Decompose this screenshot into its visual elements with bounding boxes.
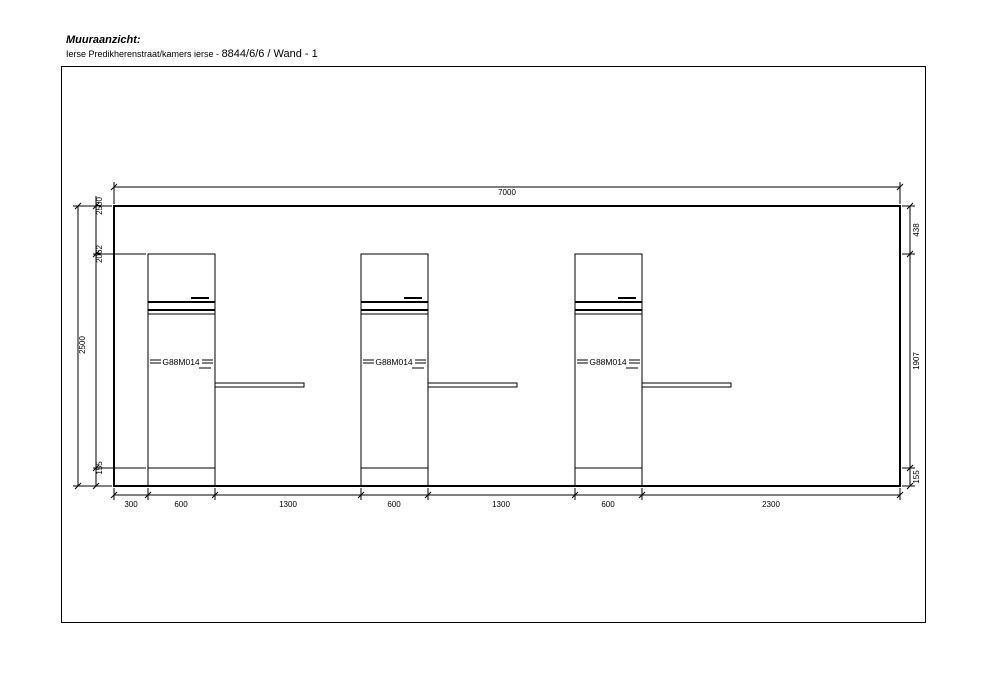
cabinet-label-1: G88M014	[162, 357, 200, 367]
subtitle-project: Ierse Predikherenstraat/kamers ierse -	[66, 49, 222, 59]
dim-bottom-5: 1300	[492, 500, 510, 509]
dim-left-plinth: 155	[95, 461, 104, 475]
tall-cabinet-1	[148, 254, 304, 486]
dim-bottom-4: 600	[387, 500, 401, 509]
tall-cabinet-2	[361, 254, 517, 486]
dim-right-middle: 1907	[912, 352, 921, 370]
dim-right-bottom: 155	[912, 470, 921, 484]
dim-bottom-1: 300	[124, 500, 138, 509]
dim-left-upper: 2062	[95, 245, 104, 263]
dim-bottom-7: 2300	[762, 500, 780, 509]
dim-bottom-6: 600	[601, 500, 615, 509]
cabinet-label-3: G88M014	[589, 357, 627, 367]
dim-overall-width: 7000	[498, 188, 516, 197]
dim-bottom-3: 1300	[279, 500, 297, 509]
cabinet-label-2: G88M014	[375, 357, 413, 367]
tall-cabinet-3	[575, 254, 731, 486]
dim-bottom-2: 600	[174, 500, 188, 509]
subtitle-reference: 8844/6/6 / Wand - 1	[221, 48, 318, 60]
view-title: Muuraanzicht:	[66, 34, 141, 46]
wall-outline	[114, 206, 900, 486]
dim-left-top: 2500	[95, 197, 104, 215]
dim-right-top: 438	[912, 223, 921, 237]
dim-left-total: 2500	[78, 336, 87, 354]
